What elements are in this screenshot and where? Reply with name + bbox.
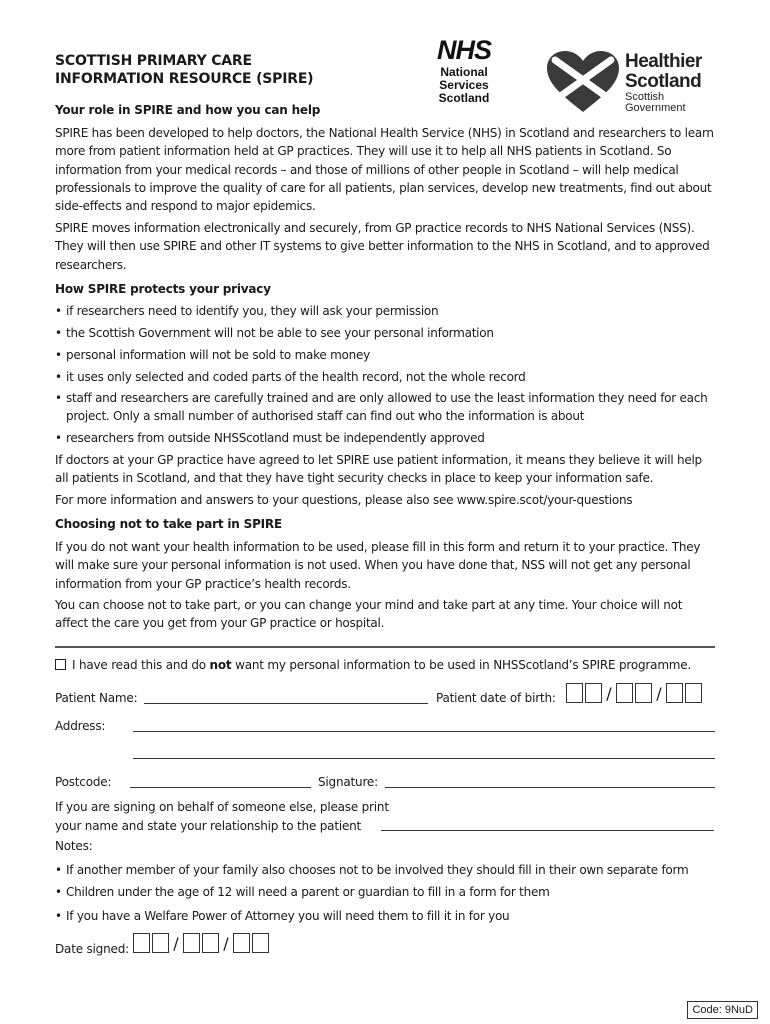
nhs-logo-mark: NHS <box>436 35 491 65</box>
privacy-bullet: • if researchers need to identify you, they will ask your permission <box>55 302 716 320</box>
dob-digit-box[interactable] <box>666 683 683 703</box>
nhs-logo <box>428 36 500 105</box>
saltire-heart-icon <box>545 50 621 114</box>
role-heading: Your role in SPIRE and how you can help <box>55 103 321 117</box>
behalf-text-line-2: your name and state your relationship to the patient <box>55 819 362 833</box>
hs-logo-line-4: Government <box>625 102 686 114</box>
role-paragraph-1: SPIRE has been developed to help doctors, the National Health Service (NHS) in Scotland and researchers to learn more from patient information held at GP practices. They will use it to help all NHS patients in Scotland. So information from your medical records – and those of millions of other people in Scotland – will help medical professionals to improve the quality of care for all patients, plan services, develop new treatments, find out about side-effects and respond to major epidemics. <box>55 126 714 214</box>
privacy-bullet: • researchers from outside NHSScotland must be independently approved <box>55 429 716 447</box>
postcode-label: Postcode: <box>55 775 112 789</box>
date-digit-box[interactable] <box>252 933 269 953</box>
dob-field[interactable] <box>566 683 702 703</box>
date-separator: / <box>606 683 612 703</box>
date-digit-box[interactable] <box>233 933 250 953</box>
notes-label: Notes: <box>55 839 93 853</box>
date-separator: / <box>173 933 179 953</box>
date-digit-box[interactable] <box>133 933 150 953</box>
title-line-2: INFORMATION RESOURCE (SPIRE) <box>55 71 314 87</box>
title-line-1: SCOTTISH PRIMARY CARE <box>55 53 252 69</box>
hs-logo-line-1: Healthier <box>625 51 702 72</box>
optout-checkbox[interactable] <box>55 659 66 670</box>
dob-digit-box[interactable] <box>616 683 633 703</box>
nhs-logo-line-3: Scotland <box>438 91 490 105</box>
date-digit-box[interactable] <box>152 933 169 953</box>
page-title <box>55 52 313 88</box>
healthier-scotland-logo <box>545 50 725 114</box>
date-separator: / <box>223 933 229 953</box>
note-item: • If another member of your family also chooses not to be involved they should fill in their own separate form <box>55 861 746 879</box>
patient-name-label: Patient Name: <box>55 691 138 705</box>
optout-heading: Choosing not to take part in SPIRE <box>55 517 282 531</box>
signature-label: Signature: <box>318 775 378 789</box>
hs-logo-line-2: Scotland <box>625 71 702 92</box>
note-item: • Children under the age of 12 will need a parent or guardian to fill in a form for them <box>55 883 716 901</box>
patient-name-field[interactable] <box>144 703 428 704</box>
privacy-paragraph-2: For more information and answers to your questions, please also see www.spire.scot/your-questions <box>55 493 633 507</box>
hs-logo-line-3: Scottish <box>625 91 665 103</box>
note-item: • If you have a Welfare Power of Attorney you will need them to fill it in for you <box>55 907 716 925</box>
form-divider <box>55 646 715 648</box>
form-code: Code: 9NuD <box>687 1001 758 1019</box>
checkbox-text-bold: not <box>209 658 232 672</box>
date-separator: / <box>656 683 662 703</box>
address-field-line-1[interactable] <box>133 731 715 732</box>
signature-field[interactable] <box>385 787 715 788</box>
dob-label: Patient date of birth: <box>436 691 556 705</box>
nhs-logo-line-2: Services <box>439 78 489 92</box>
role-paragraph-2: SPIRE moves information electronically and securely, from GP practice records to NHS National Services (NSS). They will then use SPIRE and other IT systems to give better information to the NHS in Scotland, and to approved researchers. <box>55 221 710 272</box>
optout-paragraph-2: You can choose not to take part, or you can change your mind and take part at any time. Your choice will not affect the care you get from your GP practice or hospital. <box>55 598 683 631</box>
dob-digit-box[interactable] <box>566 683 583 703</box>
nhs-logo-line-1: National <box>440 65 488 79</box>
behalf-text-line-1: If you are signing on behalf of someone else, please print <box>55 800 389 814</box>
checkbox-text-pre: I have read this and do <box>72 658 210 672</box>
dob-digit-box[interactable] <box>635 683 652 703</box>
checkbox-text-post: want my personal information to be used in NHSScotland’s SPIRE programme. <box>231 658 692 672</box>
address-label: Address: <box>55 719 106 733</box>
dob-digit-box[interactable] <box>685 683 702 703</box>
postcode-field[interactable] <box>130 787 311 788</box>
privacy-bullet: • the Scottish Government will not be able to see your personal information <box>55 324 716 342</box>
privacy-heading: How SPIRE protects your privacy <box>55 282 271 296</box>
address-field-line-2[interactable] <box>133 758 715 759</box>
privacy-bullet: • it uses only selected and coded parts of the health record, not the whole record <box>55 368 716 386</box>
privacy-paragraph-1: If doctors at your GP practice have agreed to let SPIRE use patient information, it means they believe it will help all patients in Scotland, and that they have tight security checks in place to keep your information safe. <box>55 453 702 486</box>
date-digit-box[interactable] <box>202 933 219 953</box>
optout-checkbox-row <box>55 658 735 672</box>
date-signed-label: Date signed: <box>55 942 129 956</box>
date-signed-field[interactable] <box>133 933 269 953</box>
dob-digit-box[interactable] <box>585 683 602 703</box>
privacy-bullet: • personal information will not be sold to make money <box>55 346 716 364</box>
behalf-name-field[interactable] <box>381 830 714 831</box>
date-digit-box[interactable] <box>183 933 200 953</box>
privacy-bullet: • staff and researchers are carefully trained and are only allowed to use the least information they need for each project. Only a small number of authorised staff can find out who the information is about <box>55 389 716 426</box>
optout-paragraph-1: If you do not want your health information to be used, please fill in this form and return it to your practice. They will make sure your personal information is not used. When you have done that, NSS will not get any personal information from your GP practice’s health records. <box>55 540 701 591</box>
